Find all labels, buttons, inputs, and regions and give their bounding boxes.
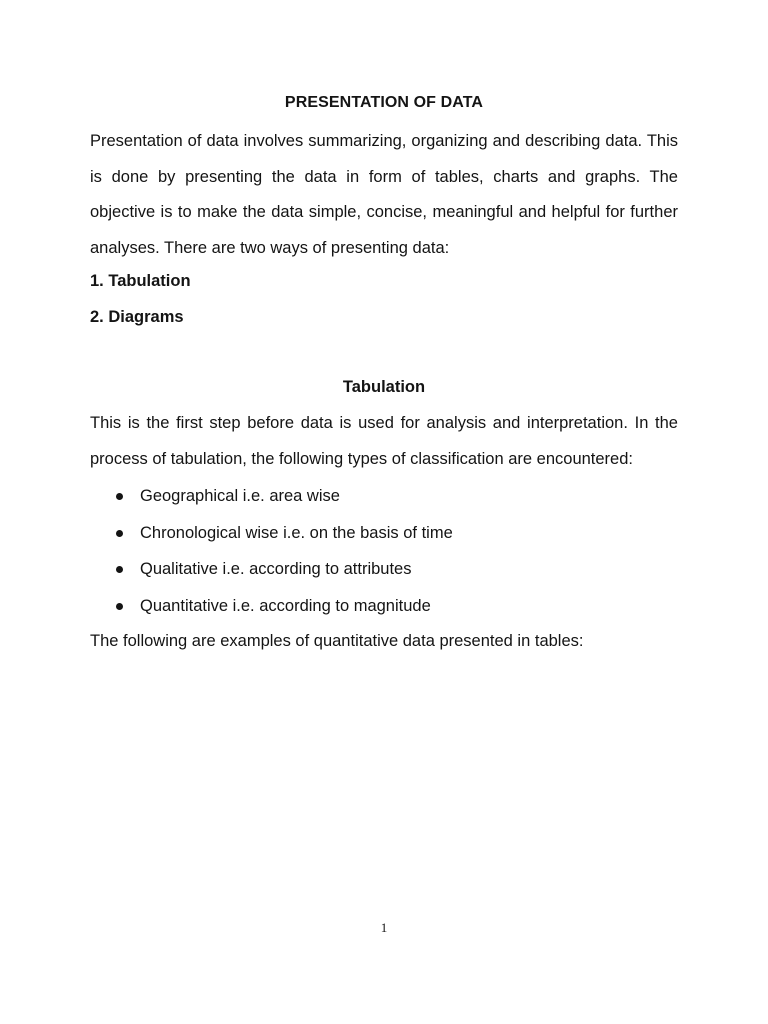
bullet-icon (116, 566, 123, 573)
list-item-text: Quantitative i.e. according to magnitude (140, 596, 431, 615)
page-title: PRESENTATION OF DATA (284, 94, 484, 111)
section-paragraph: This is the first step before data is used for analysis and interpretation. In the process of tabulation, the following types of classification are encountered: (90, 414, 678, 468)
section-heading: Tabulation (342, 378, 426, 396)
list-item-text: Geographical i.e. area wise (140, 487, 340, 505)
closing-paragraph: The following are examples of quantitative data presented in tables: (90, 632, 584, 650)
bullet-icon (116, 603, 123, 610)
list-item (114, 588, 453, 625)
list-item (114, 515, 453, 552)
method-item-tabulation: 1. Tabulation (90, 272, 191, 290)
page-number: 1 (380, 920, 388, 935)
intro-paragraph: Presentation of data involves summarizing, organizing and describing data. This is done by presenting the data in form of tables, charts and graphs. The objective is to make the data simple, concise, meaningful and helpful for further analyses. There are two ways of presenting data: (90, 132, 678, 257)
list-item-text: Chronological wise i.e. on the basis of time (140, 523, 453, 542)
bullet-icon (116, 493, 123, 500)
classification-list (114, 478, 453, 624)
bullet-icon (116, 530, 123, 537)
method-item-diagrams: 2. Diagrams (90, 308, 184, 326)
list-item (114, 478, 453, 515)
list-item (114, 551, 453, 588)
list-item-text: Qualitative i.e. according to attributes (140, 560, 412, 578)
